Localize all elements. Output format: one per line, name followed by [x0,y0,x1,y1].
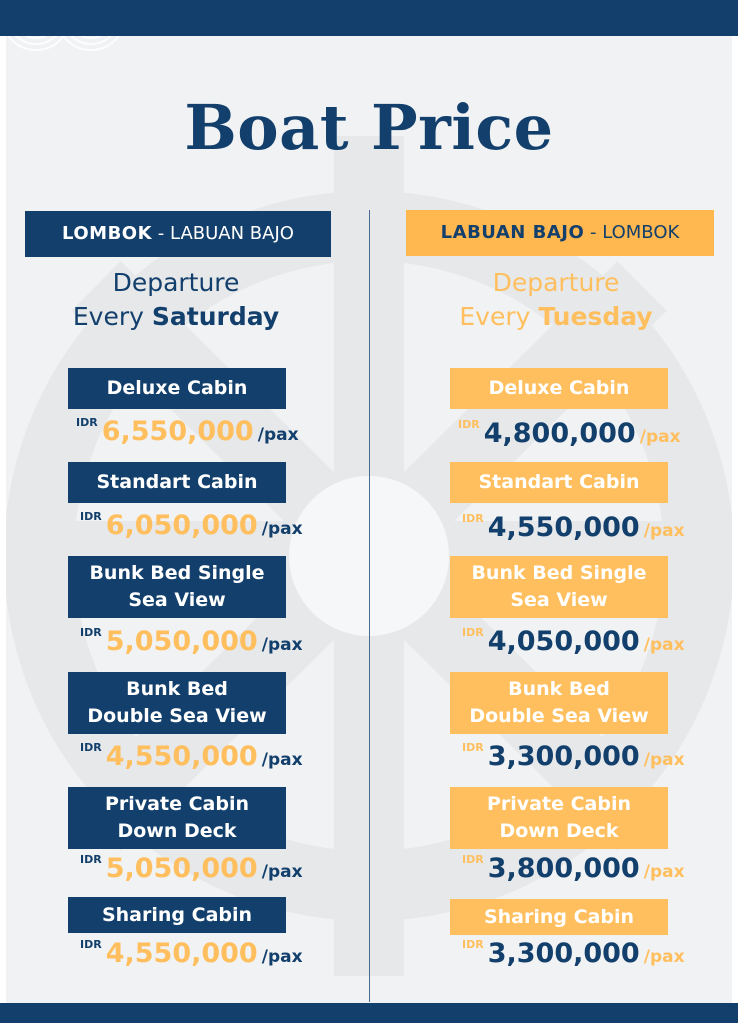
cabin-label: Deluxe Cabin [450,368,668,409]
route-badge-labuan-bajo-lombok [406,210,714,256]
price-row [462,626,685,666]
currency-label: IDR [462,626,484,639]
currency-label: IDR [462,512,484,525]
cabin-label: Deluxe Cabin [68,368,286,409]
departure-day: Saturday [151,302,280,331]
cabin-label: Bunk Bed Single Sea View [68,556,286,618]
price-unit: /pax [643,635,685,655]
price-amount: 3,300,000 [487,938,640,969]
cabin-label: Private Cabin Down Deck [450,787,668,849]
cabin-label: Standart Cabin [450,462,668,503]
price-row [462,938,685,978]
right-border [732,36,738,1003]
cabin-label: Bunk Bed Double Sea View [68,672,286,734]
top-header-bar [0,0,738,36]
brand-rings-logo-icon [6,36,136,86]
price-row [80,938,303,978]
price-unit: /pax [261,635,303,655]
currency-label: IDR [458,418,480,431]
route-to: - LABUAN BAJO [157,223,294,244]
departure-label: Departure [112,268,240,297]
currency-label: IDR [76,416,98,429]
currency-label: IDR [80,853,102,866]
route-from: LABUAN BAJO [440,222,585,243]
cabin-label: Bunk Bed Single Sea View [450,556,668,618]
price-amount: 3,800,000 [487,853,640,884]
price-unit: /pax [261,750,303,770]
price-amount: 5,050,000 [105,626,258,657]
price-amount: 4,550,000 [105,741,258,772]
currency-label: IDR [462,741,484,754]
price-unit: /pax [643,862,685,882]
column-divider [369,210,370,1002]
cabin-label: Sharing Cabin [450,899,668,935]
cabin-label: Standart Cabin [68,462,286,503]
currency-label: IDR [80,938,102,951]
departure-info-right [400,266,712,334]
price-amount: 4,550,000 [487,512,640,543]
departure-every: Every [72,302,144,331]
currency-label: IDR [80,626,102,639]
currency-label: IDR [80,741,102,754]
bottom-footer-bar [0,1003,738,1023]
price-unit: /pax [639,427,681,447]
price-row [462,741,685,781]
price-unit: /pax [261,947,303,967]
departure-day: Tuesday [538,302,653,331]
price-amount: 4,800,000 [483,418,636,449]
price-row [462,512,685,552]
price-row [76,416,299,456]
cabin-label: Sharing Cabin [68,897,286,933]
price-row [458,418,681,458]
price-unit: /pax [261,519,303,539]
route-from: LOMBOK [62,223,153,244]
price-row [80,510,303,550]
route-to: - LOMBOK [590,222,680,243]
currency-label: IDR [462,853,484,866]
price-amount: 4,050,000 [487,626,640,657]
departure-label: Departure [492,268,620,297]
price-amount: 5,050,000 [105,853,258,884]
departure-every: Every [459,302,531,331]
price-unit: /pax [261,862,303,882]
price-amount: 6,050,000 [105,510,258,541]
currency-label: IDR [462,938,484,951]
price-unit: /pax [643,947,685,967]
price-row [462,853,685,893]
currency-label: IDR [80,510,102,523]
price-unit: /pax [257,425,299,445]
price-row [80,853,303,893]
price-unit: /pax [643,750,685,770]
price-row [80,626,303,666]
cabin-label: Bunk Bed Double Sea View [450,672,668,734]
price-row [80,741,303,781]
page-title: Boat Price [184,91,554,164]
price-amount: 3,300,000 [487,741,640,772]
departure-info-left [20,266,332,334]
price-amount: 4,550,000 [105,938,258,969]
route-badge-lombok-labuan-bajo [25,211,331,257]
price-unit: /pax [643,521,685,541]
price-amount: 6,550,000 [101,416,254,447]
cabin-label: Private Cabin Down Deck [68,787,286,849]
